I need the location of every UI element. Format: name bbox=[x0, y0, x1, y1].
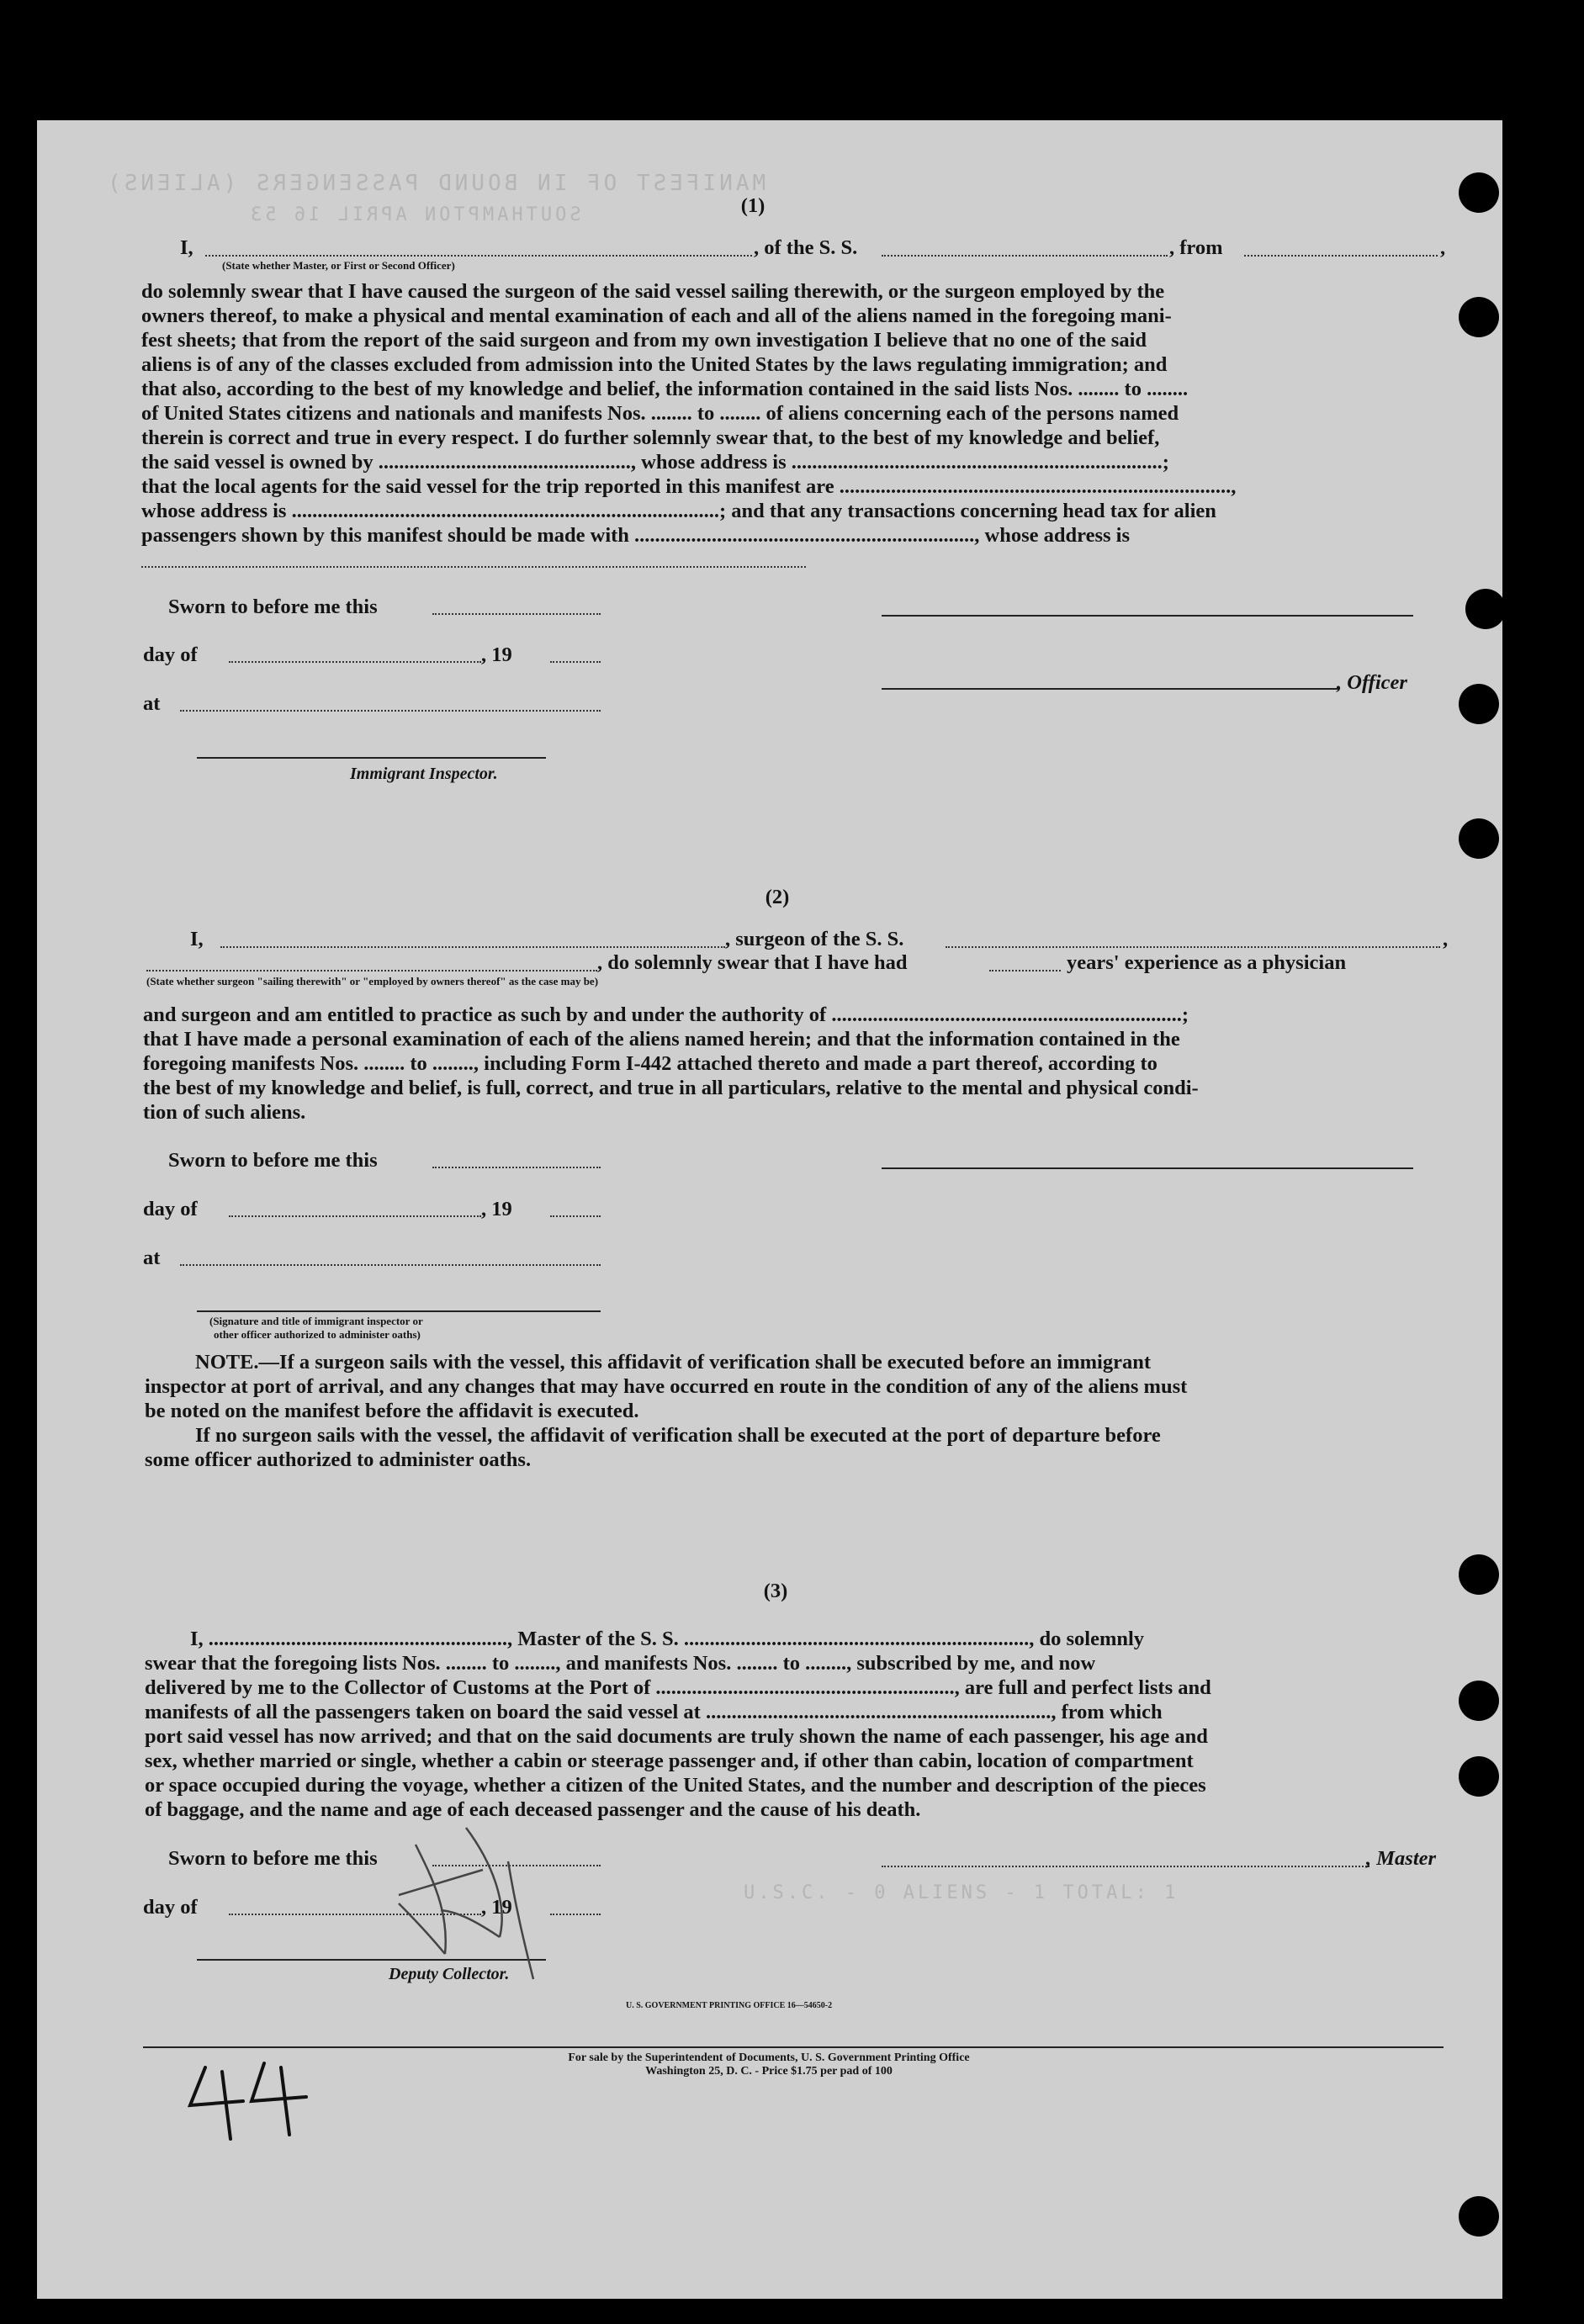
s2-status-field[interactable] bbox=[146, 970, 597, 971]
s1-from-field[interactable] bbox=[1244, 255, 1438, 257]
printing-office: U. S. GOVERNMENT PRINTING OFFICE 16—54650-2 bbox=[626, 2001, 833, 2010]
s2-note-4: some officer authorized to administer oaths. bbox=[145, 1448, 532, 1471]
s1-body-5: of United States citizens and nationals and manifests Nos. ........ to ........ of aliens concerning each of the persons named bbox=[141, 402, 1179, 425]
s3-master-label: , Master bbox=[1366, 1847, 1437, 1870]
handwritten-number bbox=[172, 2055, 340, 2147]
s3-collector-label: Deputy Collector. bbox=[389, 1965, 510, 1983]
s2-line2: , do solemnly swear that I have had bbox=[597, 951, 908, 974]
s1-officer-name-field[interactable] bbox=[205, 255, 752, 257]
s2-day-of: day of bbox=[143, 1198, 198, 1220]
s1-body-2: fest sheets; that from the report of the said surgeon and from my own investigation I believe that no one of the said bbox=[141, 329, 1147, 352]
s1-body-10: passengers shown by this manifest should be made with .................................................................., whose address is bbox=[141, 524, 1131, 547]
s1-year-field[interactable] bbox=[550, 661, 601, 663]
form-page bbox=[37, 120, 1502, 2299]
s2-comma: , bbox=[1443, 928, 1449, 950]
s1-of-ss: , of the S. S. bbox=[754, 236, 858, 259]
s2-sworn-field[interactable] bbox=[432, 1167, 601, 1168]
section-1-number: (1) bbox=[740, 194, 766, 217]
footer-line-2: Washington 25, D. C. - Price $1.75 per pad of 100 bbox=[645, 2065, 893, 2078]
s1-body-0: do solemnly swear that I have caused the surgeon of the said vessel sailing therewith, or the surgeon employed by the bbox=[141, 280, 1165, 303]
s1-note: (State whether Master, or First or Second Officer) bbox=[222, 259, 455, 272]
s1-officer-line[interactable] bbox=[882, 688, 1339, 690]
punch-hole bbox=[1459, 1554, 1499, 1595]
punch-hole bbox=[1459, 818, 1499, 859]
punch-hole bbox=[1459, 684, 1499, 724]
s1-inspector-label: Immigrant Inspector. bbox=[350, 765, 498, 783]
s3-body-0: I, .........................................................., Master of the S. S. ..................................................................., do solemnly bbox=[190, 1628, 1145, 1650]
s1-sworn: Sworn to before me this bbox=[168, 596, 378, 618]
punch-hole bbox=[1459, 1681, 1499, 1721]
s2-body-3: the best of my knowledge and belief, is full, correct, and true in all particulars, relative to the mental and physical condi- bbox=[143, 1077, 1199, 1099]
s1-body-4: that also, according to the best of my knowledge and belief, the information contained in the said lists Nos. ........ to ........ bbox=[141, 378, 1189, 400]
s2-years-field[interactable] bbox=[989, 970, 1061, 971]
s1-i: I, bbox=[180, 236, 193, 259]
s1-day-field[interactable] bbox=[229, 661, 481, 663]
section-2-number: (2) bbox=[765, 886, 790, 908]
footer-rule bbox=[143, 2046, 1444, 2048]
s1-body-3: aliens is of any of the classes excluded from admission into the United States by the laws regulating immigration; and bbox=[141, 353, 1168, 376]
s3-body-3: manifests of all the passengers taken on board the said vessel at ..................................................................., from which bbox=[145, 1701, 1163, 1723]
s1-day-of: day of bbox=[143, 643, 198, 666]
s2-at-field[interactable] bbox=[180, 1264, 601, 1266]
punch-hole bbox=[1465, 589, 1506, 629]
s1-signature-line[interactable] bbox=[882, 615, 1413, 617]
s2-nineteen: , 19 bbox=[481, 1198, 512, 1220]
s2-surgeon-name-field[interactable] bbox=[220, 946, 725, 948]
punch-hole bbox=[1459, 172, 1499, 213]
s2-sig-line[interactable] bbox=[197, 1310, 601, 1312]
s2-vessel-field[interactable] bbox=[946, 946, 1440, 948]
s2-surgeon-of: , surgeon of the S. S. bbox=[725, 928, 904, 950]
show-through-bottom: U.S.C. - 0 ALIENS - 1 TOTAL: 1 bbox=[744, 1882, 1179, 1903]
s1-body-8: that the local agents for the said vessel for the trip reported in this manifest are ............................................................................, bbox=[141, 475, 1237, 498]
s3-body-2: delivered by me to the Collector of Customs at the Port of .........................................................., are full and perfect lists and bbox=[145, 1676, 1211, 1699]
s3-master-line[interactable] bbox=[882, 1866, 1369, 1867]
s2-sig-note-1: (Signature and title of immigrant inspector or bbox=[209, 1315, 423, 1327]
show-through-top-2: SOUTHAMPTON APRIL 16 53 bbox=[247, 204, 581, 225]
s2-sworn: Sworn to before me this bbox=[168, 1149, 378, 1172]
s1-officer-label: , Officer bbox=[1337, 671, 1407, 694]
s1-body-1: owners thereof, to make a physical and mental examination of each and all of the aliens named in the foregoing mani- bbox=[141, 304, 1172, 327]
s2-body-2: foregoing manifests Nos. ........ to ........, including Form I-442 attached thereto and made a part thereof, according to bbox=[143, 1052, 1158, 1075]
s1-comma: , bbox=[1440, 236, 1446, 259]
s1-address-field[interactable] bbox=[141, 566, 806, 568]
show-through-top-1: MANIFEST OF IN BOUND PASSENGERS (ALIENS) bbox=[104, 171, 766, 196]
s1-body-9: whose address is ...................................................................................; and that any transactions concerning head tax for alien bbox=[141, 500, 1216, 522]
s1-nineteen: , 19 bbox=[481, 643, 512, 666]
s2-body-4: tion of such aliens. bbox=[143, 1101, 306, 1124]
s1-body-6: therein is correct and true in every respect. I do further solemnly swear that, to the best of my knowledge and belief, bbox=[141, 426, 1160, 449]
s2-body-0: and surgeon and am entitled to practice as such by and under the authority of ....................................................................; bbox=[143, 1003, 1189, 1026]
s2-at: at bbox=[143, 1247, 161, 1269]
s1-at: at bbox=[143, 692, 161, 715]
s3-body-5: sex, whether married or single, whether a cabin or steerage passenger and, if other than cabin, location of compartment bbox=[145, 1750, 1194, 1772]
s2-sig-note-2: other officer authorized to administer oaths) bbox=[214, 1328, 421, 1341]
s2-year-field[interactable] bbox=[550, 1215, 601, 1217]
s1-vessel-field[interactable] bbox=[882, 255, 1168, 257]
s3-body-1: swear that the foregoing lists Nos. ........ to ........, and manifests Nos. ........ to ........, subscribed by me, and now bbox=[145, 1652, 1096, 1675]
s2-years: years' experience as a physician bbox=[1067, 951, 1347, 974]
s2-note-0: NOTE.—If a surgeon sails with the vessel, this affidavit of verification shall be executed before an immigrant bbox=[195, 1351, 1152, 1374]
s3-body-4: port said vessel has now arrived; and that on the said documents are truly shown the name of each passenger, his age and bbox=[145, 1725, 1208, 1748]
s1-at-field[interactable] bbox=[180, 710, 601, 712]
punch-hole bbox=[1459, 1756, 1499, 1797]
s3-sworn: Sworn to before me this bbox=[168, 1847, 378, 1870]
s2-note-1: inspector at port of arrival, and any changes that may have occurred en route in the condition of any of the aliens must bbox=[145, 1375, 1188, 1398]
punch-hole bbox=[1459, 2196, 1499, 2237]
s2-signature-line[interactable] bbox=[882, 1167, 1413, 1169]
s1-from: , from bbox=[1169, 236, 1223, 259]
s2-note-2: be noted on the manifest before the affidavit is executed. bbox=[145, 1400, 639, 1422]
s2-day-field[interactable] bbox=[229, 1215, 481, 1217]
handwritten-signature bbox=[365, 1811, 584, 1996]
s3-body-7: of baggage, and the name and age of each deceased passenger and the cause of his death. bbox=[145, 1798, 921, 1821]
s3-body-6: or space occupied during the voyage, whether a citizen of the United States, and the number and description of the pieces bbox=[145, 1774, 1206, 1797]
s3-nineteen: , 19 bbox=[481, 1896, 512, 1919]
s2-body-1: that I have made a personal examination of each of the aliens named herein; and that the information contained in the bbox=[143, 1028, 1180, 1051]
footer-line-1: For sale by the Superintendent of Documents, U. S. Government Printing Office bbox=[568, 2051, 970, 2064]
s1-sworn-field[interactable] bbox=[432, 613, 601, 615]
s3-day-of: day of bbox=[143, 1896, 198, 1919]
s2-i: I, bbox=[190, 928, 204, 950]
punch-hole bbox=[1459, 297, 1499, 337]
s2-note: (State whether surgeon "sailing therewith" or "employed by owners thereof" as the case may be) bbox=[146, 975, 599, 987]
section-3-number: (3) bbox=[763, 1580, 788, 1602]
s1-body-7: the said vessel is owned by ................................................., whose address is ........................................................................; bbox=[141, 451, 1169, 474]
s1-inspector-line[interactable] bbox=[197, 757, 546, 759]
s2-note-3: If no surgeon sails with the vessel, the affidavit of verification shall be executed at the port of departure before bbox=[195, 1424, 1161, 1447]
